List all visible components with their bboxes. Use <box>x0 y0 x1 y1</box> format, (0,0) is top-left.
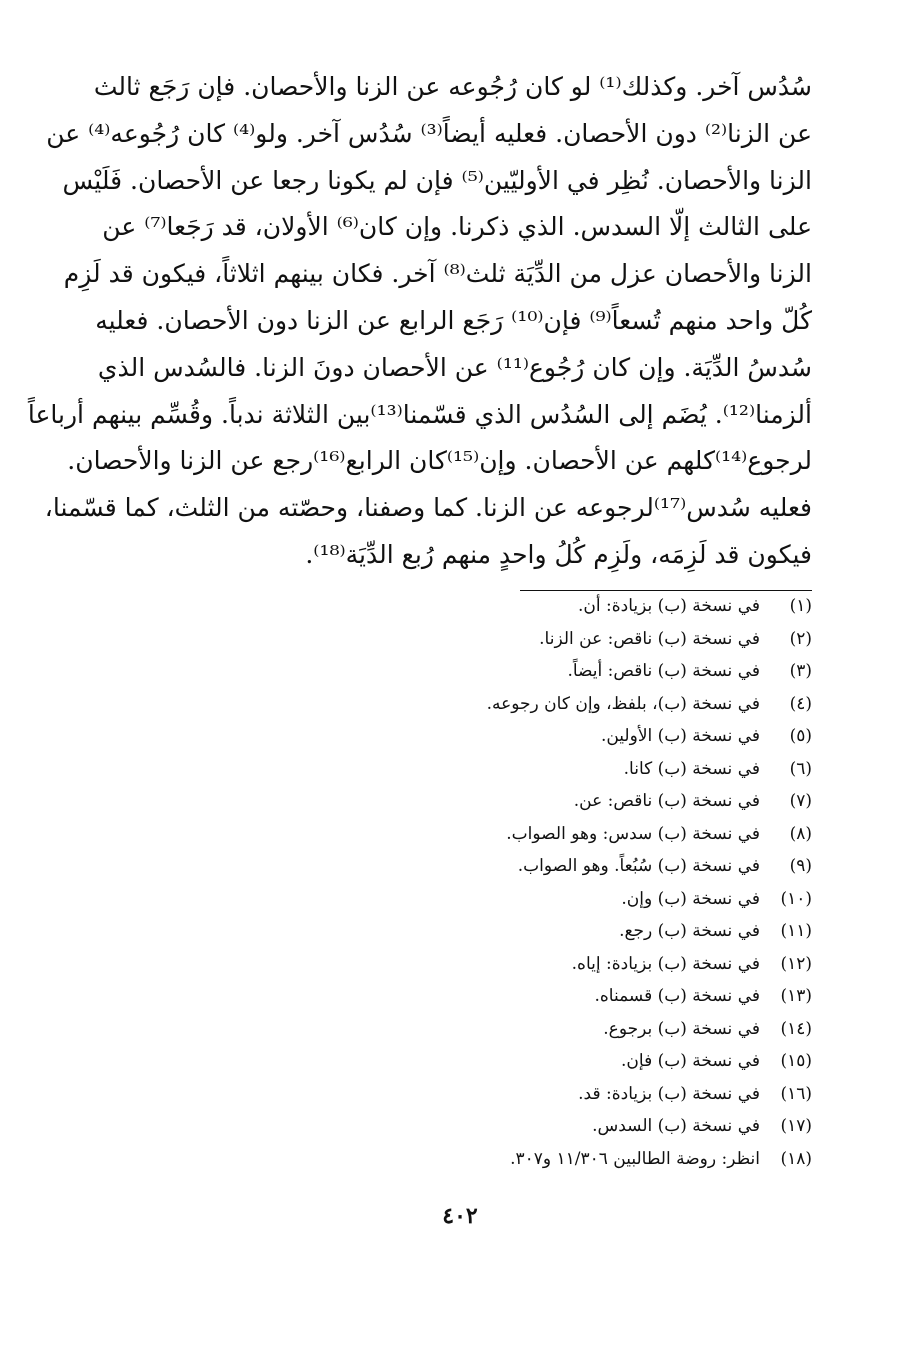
body-line: كُلّ واحد منهم تُسعاً⁽⁹⁾ فإن⁽¹⁰⁾ رَجَع الرابع عن الزنا دون الأحصان. فعليه <box>95 305 812 335</box>
footnote-item <box>300 785 812 818</box>
footnote-text: في نسخة (ب) بزيادة: إياه. <box>571 953 760 974</box>
footnote-number: (٧) <box>789 791 812 811</box>
footnote-text: في نسخة (ب) ناقص: أيضاً. <box>567 661 760 681</box>
footnote-text: في نسخة (ب) قسمناه. <box>594 986 760 1006</box>
footnotes-list <box>300 590 812 1175</box>
footnote-text: في نسخة (ب) الأولين. <box>600 726 760 746</box>
footnote-item <box>300 883 812 916</box>
footnote-text: في نسخة (ب) السدس. <box>592 1116 760 1136</box>
footnote-text: في نسخة (ب) ناقص: عن الزنا. <box>539 628 760 649</box>
footnote-number: (٥) <box>789 726 812 746</box>
footnote-item <box>300 1143 812 1176</box>
footnote-text: في نسخة (ب) وإن. <box>621 888 760 909</box>
footnote-number: (١٢) <box>780 953 812 974</box>
footnote-number: (١١) <box>780 921 812 941</box>
footnote-text: في نسخة (ب) بزيادة: قد. <box>578 1083 760 1104</box>
body-line: سُدُس آخر. وكذلك⁽¹⁾ لو كان رُجُوعه عن الزنا والأحصان. فإن رَجَع ثالث <box>93 72 812 101</box>
body-line: الزنا والأحصان عزل من الدِّيَة ثلث⁽⁸⁾ آخر. فكان بينهم اثلاثاً، فيكون قد لَزِم <box>63 259 812 289</box>
footnote-number: (١٠) <box>780 888 812 909</box>
footnote-text: في نسخة (ب)، بلفظ، وإن كان رجوعه. <box>486 693 760 714</box>
footnote-number: (١٧) <box>780 1116 812 1136</box>
footnote-item <box>300 655 812 688</box>
footnote-text: في نسخة (ب) كانا. <box>623 758 760 779</box>
footnote-text: في نسخة (ب) سُبُعاً. وهو الصواب. <box>517 856 760 876</box>
footnote-item <box>300 980 812 1013</box>
footnote-text: في نسخة (ب) برجوع. <box>603 1018 760 1039</box>
footnote-text: في نسخة (ب) بزيادة: أن. <box>577 596 760 616</box>
body-line: فعليه سُدس⁽¹⁷⁾لرجوعه عن الزنا. كما وصفنا، وحصّته من الثلث، كما قسّمنا، <box>44 493 812 523</box>
footnote-number: (٢) <box>789 628 812 649</box>
body-line: سُدسُ الدِّيَة. وإن كان رُجُوع⁽¹¹⁾ عن الأحصان دونَ الزنا. فالسُدس الذي <box>97 352 812 382</box>
footnote-number: (٤) <box>789 693 812 714</box>
footnote-item <box>300 915 812 948</box>
footnote-number: (٦) <box>789 758 812 779</box>
footnote-item <box>300 948 812 981</box>
footnote-text: في نسخة (ب) ناقص: عن. <box>573 791 760 811</box>
footnote-item <box>300 850 812 883</box>
footnote-number: (١٣) <box>780 986 812 1006</box>
footnote-number: (٩) <box>789 856 812 876</box>
footnote-item <box>300 753 812 786</box>
footnote-item <box>300 1078 812 1111</box>
body-line: لرجوع⁽¹⁴⁾كلهم عن الأحصان. وإن⁽¹⁵⁾كان الرابع⁽¹⁶⁾رجع عن الزنا والأحصان. <box>67 446 812 476</box>
footnote-text: في نسخة (ب) رجع. <box>619 921 760 941</box>
footnote-item <box>300 1110 812 1143</box>
footnote-number: (١) <box>789 596 812 616</box>
footnote-text: في نسخة (ب) سدس: وهو الصواب. <box>506 823 760 844</box>
main-body-text <box>27 64 812 579</box>
body-line: ألزمنا⁽¹²⁾. يُضَم إلى السُدُس الذي قسّمنا⁽¹³⁾بين الثلاثة ندباً. وقُسِّم بينهم أرباعاً <box>27 399 812 429</box>
footnote-number: (١٦) <box>780 1083 812 1104</box>
footnote-number: (١٨) <box>780 1148 812 1169</box>
footnote-number: (١٥) <box>780 1051 812 1071</box>
body-line: على الثالث إلّا السدس. الذي ذكرنا. وإن كان⁽⁶⁾ الأولان، قد رَجَعا⁽⁷⁾ عن <box>102 212 812 242</box>
body-line: الزنا والأحصان. نُظِر في الأوليّين⁽⁵⁾ فإن لم يكونا رجعا عن الأحصان. فَلَيْس <box>62 165 812 195</box>
footnote-item <box>300 1045 812 1078</box>
footnote-item <box>300 1013 812 1046</box>
footnote-number: (١٤) <box>780 1018 812 1039</box>
page-number: ٤٠٢ <box>442 1203 478 1229</box>
footnote-number: (٨) <box>789 823 812 844</box>
footnote-item <box>300 590 812 623</box>
footnote-text: انظر: روضة الطالبين ١١/٣٠٦ و٣٠٧. <box>510 1148 760 1169</box>
footnote-item <box>300 818 812 851</box>
body-line: عن الزنا⁽²⁾ دون الأحصان. فعليه أيضاً⁽³⁾ سُدُس آخر. ولو⁽⁴⁾ كان رُجُوعه⁽⁴⁾ عن <box>46 118 812 148</box>
footnote-item <box>300 688 812 721</box>
footnote-item <box>300 623 812 656</box>
footnote-number: (٣) <box>789 661 812 681</box>
body-line: فيكون قد لَزِمَه، ولَزِم كُلُ واحدٍ منهم رُبع الدِّيَة⁽¹⁸⁾. <box>305 539 812 569</box>
footnote-text: في نسخة (ب) فإن. <box>621 1051 760 1071</box>
footnote-item <box>300 720 812 753</box>
